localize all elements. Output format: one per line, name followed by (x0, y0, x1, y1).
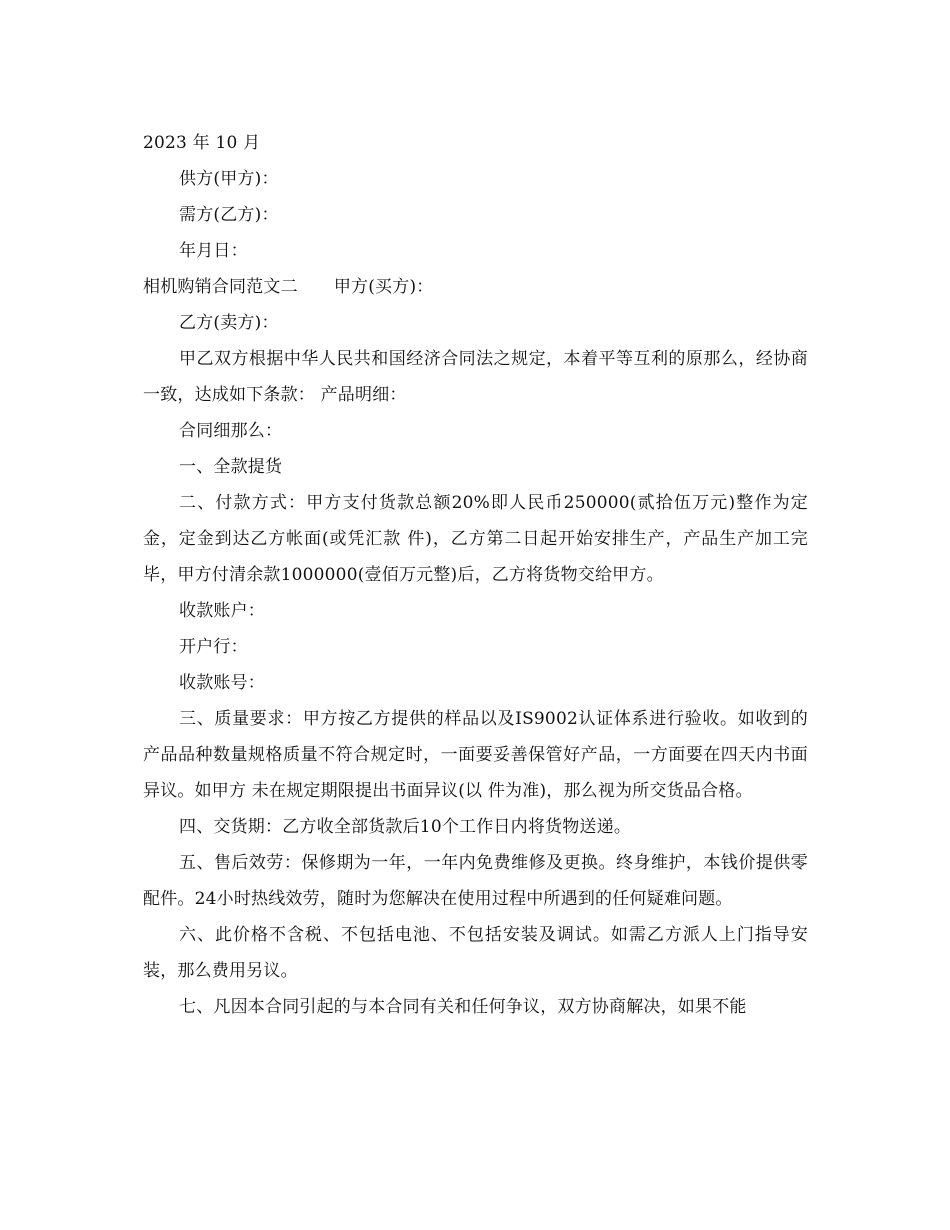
account-number-label: 收款账号： (179, 673, 265, 693)
clause-4: 四、交货期：乙方收全部货款后10个工作日内将货物送递。 (179, 817, 632, 837)
party-a-label: 甲方(买方)： (333, 277, 434, 297)
clause-2: 二、付款方式：甲方支付货款总额20%即人民币250000(贰拾伍万元)整作为定金，定金到达乙方帐面(或凭汇款 件)，乙方第二日起开始安排生产，产品生产加工完毕，甲方付清余款1000000(壹佰万元整)后，乙方将货物交给甲方。 (143, 493, 808, 585)
clause-7: 七、凡因本合同引起的与本合同有关和任何争议，双方协商解决，如果不能 (179, 997, 747, 1017)
title-line (143, 269, 808, 305)
date-line: 2023 年 10 月 (143, 133, 261, 153)
date-blank: 年月日： (179, 241, 248, 261)
intro-paragraph: 甲乙双方根据中华人民共和国经济合同法之规定，本着平等互利的原那么，经协商一致，达成如下条款： 产品明细： (143, 349, 808, 405)
clause-6: 六、此价格不含税、不包括电池、不包括安装及调试。如需乙方派人上门指导安装，那么费用另议。 (143, 925, 808, 981)
buyer-label: 需方(乙方)： (179, 205, 279, 225)
clause-5: 五、售后效劳：保修期为一年，一年内免费维修及更换。终身维护，本钱价提供零配件。24小时热线效劳，随时为您解决在使用过程中所遇到的任何疑难问题。 (143, 853, 808, 909)
party-b-label: 乙方(卖方)： (179, 313, 279, 333)
clause-1: 一、全款提货 (179, 457, 283, 477)
supplier-label: 供方(甲方)： (179, 169, 279, 189)
bank-label: 开户行： (179, 637, 248, 657)
clause-3: 三、质量要求：甲方按乙方提供的样品以及IS9002认证体系进行验收。如收到的产品品种数量规格质量不符合规定时，一面要妥善保管好产品，一方面要在四天内书面异议。如甲方 未在规定期限提出书面异议(以 件为准)，那么视为所交货品合格。 (143, 709, 808, 801)
contract-body (143, 125, 808, 1025)
account-name-label: 收款账户： (179, 601, 265, 621)
document-title: 相机购销合同范文二 (143, 277, 298, 297)
contract-detail-label: 合同细那么： (179, 421, 283, 441)
